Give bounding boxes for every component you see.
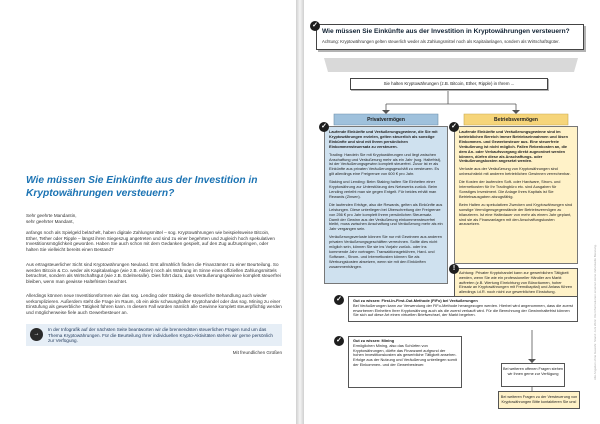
infographic-note [26,324,282,346]
fifo-title: Gut zu wissen: First-In-First-Out-Methode (FiFo) bei Veräußerungen [353,298,478,303]
business-costs: Die Kosten der laufenden Soft- oder Hardware, Strom- und Internetkosten für Ihr Tradingbüro etc. sind Ausgaben für Sonstiges Investment. Die Anlage Ihres Kapitals ist Sie Betriebsausgaben abzugsfähig. [459,179,561,199]
contact-box: Bei weiteren Fragen zu der Versteuerung von Kryptowährungen Bitte kontaktieren Sie uns! [498,391,580,409]
book-spine [296,0,304,424]
business-intro: Laufende Einkünfte und Veräußerungsgewinne sind im betrieblichen Bereich immer Betriebseinnahmen und lösen Einkommen- und Gewerbesteuer aus. Eine steuerfreie Veräußerung ist nicht möglich. Fallen Rebenkosten an, die dem An- oder Verkaufsvorgang direkt zugeordnet werden können, dürfen diese als Anschaffungs- oder Veräußerungskosten angesetzt werden. [459,129,568,164]
right-page [304,0,600,424]
salutation-line-2: sehr geehrter Mandant, [26,219,74,224]
infographic-title: Wie müssen Sie Einkünfte aus der Investition in Kryptowährungen versteuern? [322,28,570,35]
page-heading: Wie müssen Sie Einkünfte aus der Investition in Kryptowährungen versteuern? [26,175,258,199]
private-trading: Trading: Handeln Sie mit Kryptowährungen und liegt zwischen Anschaffung und Veräußerung mehr als ein Jahr (sog. Haltefrist), ist der Veräußerungsgewinn komplett steuerfrei. Zuvor ist er als Einkünfte aus privaten Veräußerungsgeschäft zu versteuern. Es gilt allerdings eine Freigrenze von 600 € pro Jahr. [329,151,442,177]
top-arrow-band [324,58,578,72]
further-questions-box: Bei weiteren offenen Fragen stehen wir Ihnen gerne zur Verfügung [501,363,565,387]
mining-icon: ✓ [334,336,344,346]
infographic-title-box [316,24,584,50]
side-disclaimer: Alle Angaben ohne Gewähr. Stand: Juni 2022. Die Informationen ersetzen keine individuelle Beratung. [593,244,597,380]
fifo-icon: ✓ [334,295,344,305]
arrow-head-left [382,110,390,114]
note-text: In der Infografik auf der nächsten Seite beantworten wir die brennendsten steuerlichen Fragen rund um das Thema Kryptowährungen. Für die Beurteilung Ihrer individuellen Krypto-Aktivitäten stehen wir gerne persönlich zur Verfügung. [48,327,273,344]
business-balance: Beim Halten zu spekulativen Zwecken und Kryptowährungen sind sonstige Vermögensgegenstände der Betriebsvermögen zu bilanzieren. Ist eine Haltedauer von mehr als einem Jahr geplant, sind sie als Finanzanlagen mit den Anschaffungskosten anzusetzen. [459,201,573,227]
attention-icon: ! [449,264,459,274]
fifo-box [348,296,578,322]
private-intro: Laufende Einkünfte und Veräußerungsgewinne, die Sie mit Kryptowährungen erzielen, gelten steuerlich als sonstige Einkünfte und sind mit Ihrem persönlichen Einkommensteuersatz zu versteuern. [329,129,438,149]
paragraph-tax-view: Aus ertragsteuerlicher Sicht sind Kryptowährungen Neuland. Erst allmählich finden die Finanzämter zu einer Beurteilung. So werden Bitcoin & Co. weder als Kapitalanlage (wie z.B. Aktien) noch als Währung im Sinne eines offiziellen Zahlungsmittels betrachtet, sondern als Wirtschaftsgut (wie z.B. Edelmetalle). Dies führt dazu, dass Veräußerungsgewinne komplett steuerfrei bleiben, wenn man gewisse Haltefristen beachtet. [26,262,281,284]
fifo-text: Bei Veräußerungen kann zur Verwendung der FiFo-Methode herangezogen werden. Hierbei wird angenommen, dass die zuerst erworbenen Einheiten Ihrer Kryptowährung auch als die zuerst verkauft wird. Für die Berechnung der Gewinnhaltefrist können Sie sich auf diese Art einen virtuellen Briefwechsel, der Markt begehen. [353,302,573,318]
infographic-subtitle: Achtung: Kryptowährungen gelten steuerlich weder als Zahlungsmittel noch als Kapitalanlagen, sondern als Wirtschaftsgüter. [322,39,560,44]
private-assets-column [324,126,448,284]
paragraph-lending-staking: Allerdings können neue Investitionsformen wie das sog. Lending oder Staking die steuerliche Behandlung auch wieder verkomplizieren. Außerdem steht die Frage im Raum, ob ein aktiv schwunghafter Kryptohandel oder das sog. Mining zu einer Einstufung als gewerbliche Tätigkeit führen kann. In diesem Fall würden nämlich alle Gewinne komplett steuerpflichtig werden und möglicherweise fiele auch Gewerbesteuer an. [26,293,282,315]
business-check-icon: ✓ [449,122,459,132]
business-assets-column [454,126,578,264]
private-losses: Veräußerungsverluste können Sie nur mit Gewinnen aus anderen privaten Veräußerungsgeschäften verrechnen. Sollte dies nicht möglich sein, können Sie sie ins Vorjahr zurück- oder ins kommende Jahr vortragen. Transaktionsgebühren, Hard- und Software-, Strom- und Internetkosten können Sie als Werbungskosten absetzen, wenn sie mit den Einkünften zusammenhängen. [329,234,442,269]
attention-text: Achtung: Privater Kryptohandel kann zur gewerblichen Tätigkeit werden, wenn Sie wie ein professioneller Händler am Markt auftreten (z.B. Wertung Einrichtung von Büroräumen, hoher Einsatz an Kryptowährungen mit Fremdkapital) und Anlass führen allerdings i.d.R. noch nicht zur gewerblichen Einstufung. [459,270,573,295]
mining-box [348,336,462,388]
business-losses: Verluste aus der Veräußerung von Kryptowährungen sind unbeschränkt mit anderen betrieblichen Gewinnen verrechenbar. [459,166,571,177]
private-staking: Staking und Lending: Beim Staking halten Sie Einheiten einer Kryptowährung zur Unterstützung des Netzwerks zurück. Beim Lending verleiht man sie gegen Entgelt. Für beides erhält man Rewards (Zinsen). [329,179,438,199]
mining-title: Gut zu wissen: Mining [353,338,395,343]
private-rewards: Die laufenden Erträge, also die Rewards, gelten als Einkünfte aus Leistungen. Diese unterliegen bei Überschreitung der Freigrenze von 256 € pro Jahr komplett Ihrem persönlichen Steuersatz. Damit der Gewinn aus der Veräußerung einkommensteuerfrei bleibt, muss zwischen Anschaffung und Veräußerung mehr als ein Jahr vergangen sein. [329,201,443,232]
arrow-head-right [512,110,520,114]
salutation-line-1: Sehr geehrte Mandantin, [26,213,77,218]
left-page [0,0,296,424]
check-icon: ✓ [310,21,320,31]
mining-text: Ermöglichen Mining, also das Schürfen von Kryptowährungen, dürfte das Finanzamt aufgrund der hohen Investitionskosten als gewerbliche Tätigkeit ansehen. Erfolge aus der Nutzung und Veräußerung unterliegen somit der Einkommen- und der Gewerbesteuer. [353,342,457,367]
private-assets-label: Privatvermögen [367,117,405,123]
holding-question: Sie halten Kryptowährungen (z.B. Bitcoin, Ether, Ripple) in Ihrem ... [350,78,548,90]
closing-line: Mit freundlichen Grüßen [232,350,282,355]
business-assets-label: Betriebsvermögen [494,117,538,123]
info-icon: → [30,328,43,341]
paragraph-intro: anfangs noch als Spielgeld belächelt, haben digitale Zahlungsmittel – sog. Kryptowährungen wie beispielsweise Bitcoin, Ether, Tether oder Ripple – längst ihren Siegeszug angetreten und sind zu einer begehrten und zugleich hoch spekulativen Investitionsmöglichkeit geworden. Haben Sie auch schon mit dem Gedanken gespielt, auf den Zug aufzuspringen, oder halten Sie vielleicht bereits einen Bestand? [26,230,275,252]
attention-box [454,268,578,298]
private-check-icon: ✓ [319,122,329,132]
